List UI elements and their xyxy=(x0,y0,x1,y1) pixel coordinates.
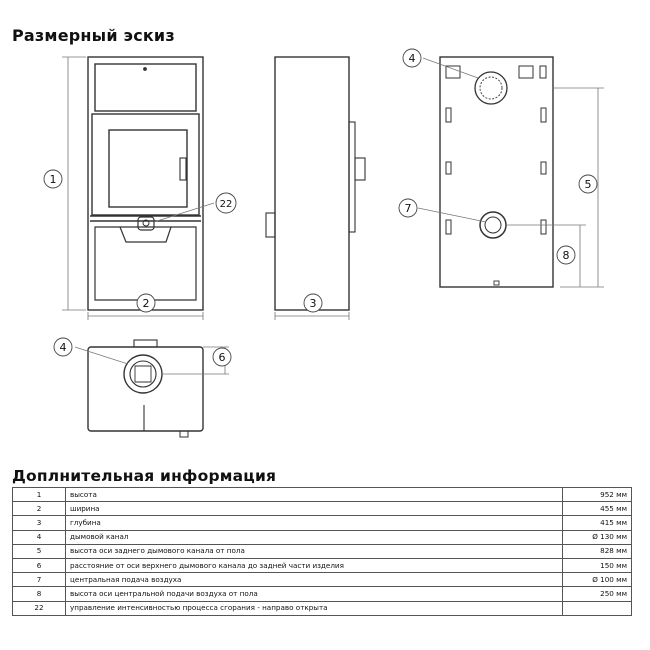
cell-label: центральная подача воздуха xyxy=(66,573,563,587)
front-view xyxy=(88,57,203,310)
cell-label: дымовой канал xyxy=(66,530,563,544)
svg-text:6: 6 xyxy=(218,351,226,364)
sketch-title: Размерный эскиз xyxy=(12,26,175,45)
svg-text:4: 4 xyxy=(408,52,416,65)
cell-label: высота оси центральной подачи воздуха от пола xyxy=(66,587,563,601)
table-row xyxy=(13,601,632,615)
callout-7 xyxy=(399,199,417,217)
table-row xyxy=(13,488,632,502)
cell-num: 4 xyxy=(13,530,66,544)
cell-value: 828 мм xyxy=(563,544,632,558)
callout-5 xyxy=(579,175,597,193)
cell-num: 22 xyxy=(13,601,66,615)
cell-label: глубина xyxy=(66,516,563,530)
table-row xyxy=(13,558,632,572)
cell-num: 8 xyxy=(13,587,66,601)
table-row xyxy=(13,502,632,516)
callout-3 xyxy=(304,294,322,312)
svg-text:7: 7 xyxy=(404,202,412,215)
cell-value: Ø 130 мм xyxy=(563,530,632,544)
cell-label: управление интенсивностью процесса сгорания - направо открыта xyxy=(66,601,563,615)
side-dimensions xyxy=(275,312,349,320)
callout-6 xyxy=(213,348,231,366)
side-body xyxy=(275,57,349,310)
back-body xyxy=(440,57,553,287)
cell-label: расстояние от оси верхнего дымового канала до задней части изделия xyxy=(66,558,563,572)
top-dimensions xyxy=(75,347,229,374)
table-row xyxy=(13,516,632,530)
cell-num: 6 xyxy=(13,558,66,572)
top-body xyxy=(88,347,203,431)
callout-4-back xyxy=(403,49,421,67)
svg-text:22: 22 xyxy=(219,199,233,210)
fire-door-glass xyxy=(109,130,187,207)
air-control-22 xyxy=(138,217,154,230)
callout-4-top xyxy=(54,338,72,356)
table-row xyxy=(13,544,632,558)
cell-label: высота xyxy=(66,488,563,502)
cell-label: ширина xyxy=(66,502,563,516)
spec-table xyxy=(12,487,632,616)
cell-value: Ø 100 мм xyxy=(563,573,632,587)
svg-text:8: 8 xyxy=(562,249,570,262)
rear-flue-outlet xyxy=(475,72,507,104)
top-view xyxy=(88,340,203,437)
svg-text:3: 3 xyxy=(309,297,317,310)
svg-text:2: 2 xyxy=(142,297,150,310)
svg-text:1: 1 xyxy=(49,173,57,186)
door-handle xyxy=(180,158,186,180)
table-row xyxy=(13,573,632,587)
table-row xyxy=(13,587,632,601)
cell-num: 2 xyxy=(13,502,66,516)
cell-value: 150 мм xyxy=(563,558,632,572)
callout-2 xyxy=(137,294,155,312)
central-air-intake xyxy=(480,212,506,238)
callout-22 xyxy=(216,193,236,213)
cell-num: 5 xyxy=(13,544,66,558)
cell-num: 3 xyxy=(13,516,66,530)
callout-1 xyxy=(44,170,62,188)
cell-num: 1 xyxy=(13,488,66,502)
callout-8 xyxy=(557,246,575,264)
cell-label: высота оси заднего дымового канала от пола xyxy=(66,544,563,558)
cell-value: 952 мм xyxy=(563,488,632,502)
fire-door xyxy=(92,114,199,215)
svg-text:5: 5 xyxy=(584,178,592,191)
cell-value xyxy=(563,601,632,615)
cell-value: 455 мм xyxy=(563,502,632,516)
top-door-panel xyxy=(95,64,196,111)
table-row xyxy=(13,530,632,544)
side-view xyxy=(266,57,365,310)
svg-text:4: 4 xyxy=(59,341,67,354)
info-title: Доплнительная информация xyxy=(12,467,277,485)
ash-drawer xyxy=(95,227,196,300)
front-body xyxy=(88,57,203,310)
cell-num: 7 xyxy=(13,573,66,587)
cell-value: 250 мм xyxy=(563,587,632,601)
front-dimensions xyxy=(62,57,214,320)
cell-value: 415 мм xyxy=(563,516,632,530)
back-view xyxy=(440,57,553,287)
